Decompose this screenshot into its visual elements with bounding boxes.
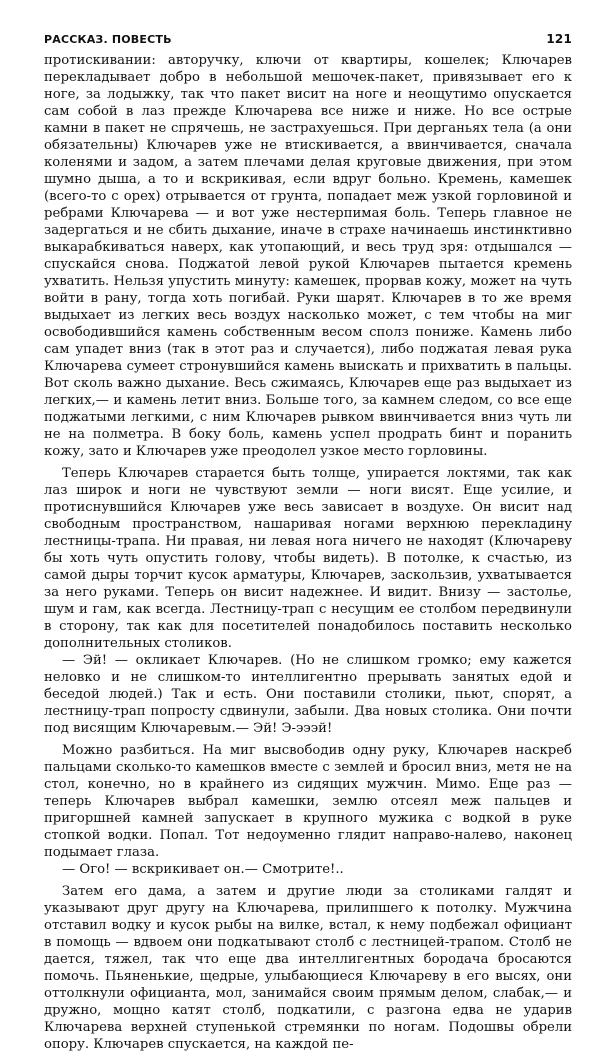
paragraph: Затем его дама, а затем и другие люди за столиками галдят и указывают друг другу на Ключарева, прилипшего к потолку. Мужчина отставил водку и кусок рыбы на вилке, встал, к нему подбежал официант в помощь — вдвоем они подкатывают столб с лестницей-трапом. Столб не дается, тяжел, так что еще два интеллигентных бородача бросаются помочь. Пьяненькие, щедрые, улыбающиеся Ключареву в его высях, они оттолкнули официанта, мол, занимайся своим прямым делом, слабак,— и дружно, мощно катят столб, подкатили, с разгона едва не ударив Ключарева верхней ступенькой стремянки по ногам. Подошвы обрели опору. Ключарев спускается, на каждой пе- [44,884,572,1052]
paragraph: Теперь Ключарев старается быть толще, упирается локтями, так как лаз широк и ноги не чувствуют земли — ноги висят. Еще усилие, и протиснувшийся Ключарев уже весь зависает в воздухе. Он висит над свободным пространством, нашаривая ногами верхнюю перекладину лестницы-трапа. Ни правая, ни левая нога ничего не находят (Ключареву бы хоть чуть опустить голову, чтобы видеть). В потолке, к счастью, из самой дыры торчит кусок арматуры, Ключарев, заскользив, ухватывается за него руками. Теперь он висит надежнее. И видит. Внизу — застолье, шум и гам, как всегда. Лестницу-трап с несущим ее столбом передвинули в сторону, так как для посетителей понадобилось поставить несколько дополнительных столиков. [44,466,572,651]
paragraph: протискивании: авторучку, ключи от квартиры, кошелек; Ключарев перекладывает добро в небольшой мешочек-пакет, привязывает его к ноге, за лодыжку, так что пакет висит на ноге и неощутимо опускается сам собой в лаз прежде Ключарева все ниже и ниже. Но все острые камни в пакет не спрячешь, не застрахуешься. При дерганьях тела (а они обязательны) Ключарев уже не втискивается, а ввинчивается, сначала коленями и задом, а затем плечами делая круговые движения, при этом шумно дыша, а то и вскрикивая, если вдруг больно. Кремень, камешек (всего-то с орех) отрывается от грунта, попадает меж узкой горловиной и ребрами Ключарева — и вот уже нестерпимая боль. Теперь главное не задергаться и не сбить дыхание, иначе в страхе начинаешь инстинктивно выкарабкиваться наверх, как утопающий, и весь труд зря: отдышался — спускайся снова. Поджатой левой рукой Ключарев пытается кремень ухватить. Нельзя упустить минуту: камешек, прорвав кожу, может на чуть войти в рану, тогда хоть погибай. Руки шарят. Ключарев в то же время выдыхает из легких весь воздух насколько может, с тем чтобы на миг освободившийся камень собственным весом сполз пониже. Камень либо сам упадет вниз (так в этот раз и случается), либо поджатая левая рука Ключарева сумеет стронувшийся камень выискать и прихватить в пальцы. Вот сколь важно дыхание. Весь сжимаясь, Ключарев еще раз выдыхает из легких,— и камень летит вниз. Больше того, за камнем следом, со все еще поджатыми легкими, с ним Ключарев рывком ввинчивается вниз чуть ли не на полметра. В боку боль, камень успел продрать бинт и поранить кожу, зато и Ключарев уже преодолел узкое место горловины. [44,53,572,459]
paragraph: — Ого! — вскрикивает он.— Смотрите!.. [62,862,344,877]
body-text [44,52,572,1053]
page-number: 121 [546,32,572,46]
running-head [44,32,572,46]
paragraph: — Эй! — окликает Ключарев. (Но не слишком громко; ему кажется неловко и не слишком-то интеллигентно прерывать занятых едой и беседой людей.) Так и есть. Они поставили столики, пьют, спорят, а лестницу-трап попросту сдвинули, забыли. Два новых столика. Они почти под висящим Ключаревым.— Эй! Э-эээй! [44,653,572,736]
paragraph: Можно разбиться. На миг высвободив одну руку, Ключарев наскреб пальцами сколько-то камешков вместе с землей и бросил вниз, метя не на стол, конечно, но в крайнего из сидящих мужчин. Мимо. Еще раз — теперь Ключарев выбрал камешки, землю отсеял меж пальцев и пригоршней камней запускает в крупного мужика с водкой в руке стопкой водки. Попал. Тот недоуменно глядит направо-налево, наконец подымает глаза. [44,743,572,860]
section-title: РАССКАЗ. ПОВЕСТЬ [44,33,172,46]
